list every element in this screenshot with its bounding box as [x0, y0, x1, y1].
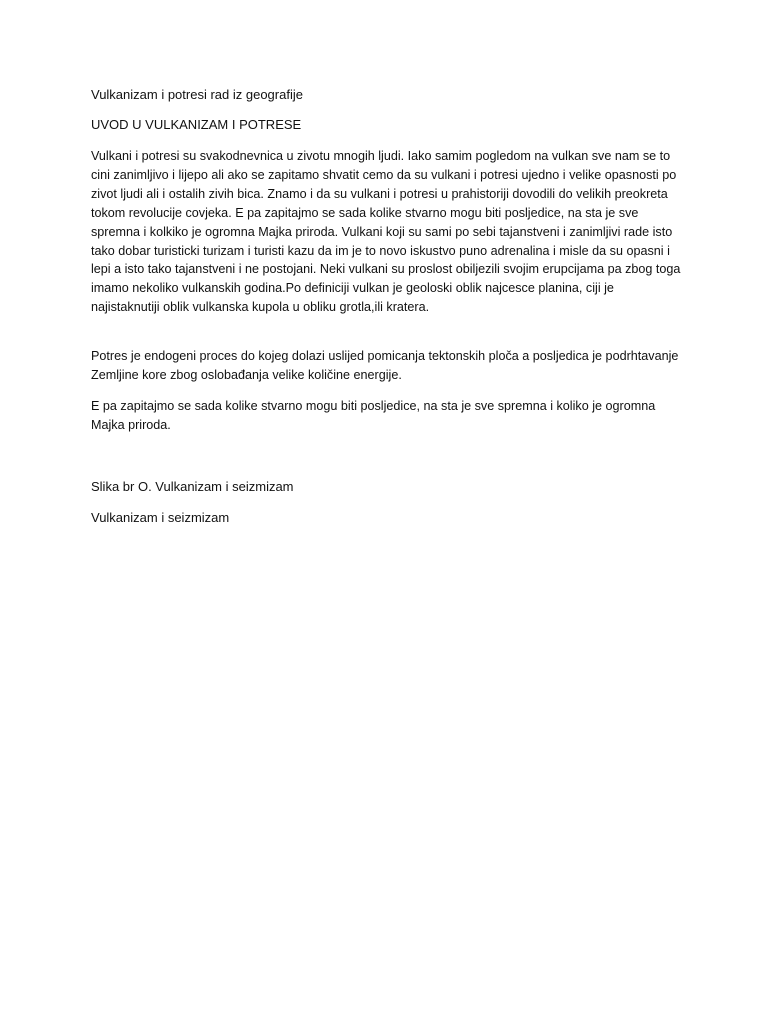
paragraph-earthquake-definition: Potres je endogeni proces do kojeg dolazi uslijed pomicanja tektonskih ploča a posljedica je podrhtavanje Zemljine kore zbog oslobađanja velike količine energije.	[91, 349, 679, 382]
section-heading: UVOD U VULKANIZAM I POTRESE	[91, 117, 302, 132]
document-title: Vulkanizam i potresi rad iz geografije	[91, 87, 303, 102]
figure-caption: Slika br O. Vulkanizam i seizmizam	[91, 479, 294, 494]
paragraph-closing: E pa zapitajmo se sada kolike stvarno mogu biti posljedice, na sta je sve spremna i koliko je ogromna Majka priroda.	[91, 399, 656, 432]
paragraph-intro: Vulkani i potresi su svakodnevnica u zivotu mnogih ljudi. Iako samim pogledom na vulkan sve nam se to cini zanimljivo i lijepo ali ako se zapitamo shvatit cemo da su vulkani i potresi ujedno i velike opasnosti po zivot ljudi ali i ostalih zivih bica. Znamo i da su vulkani i potresi u prahistoriji dovodili do velikih preokreta tokom revolucije covjeka. E pa zapitajmo se sada kolike stvarno mogu biti posljedice, na sta je sve spremna i kolkiko je ogromna Majka priroda. Vulkani koji su sami po sebi tajanstveni i zanimljivi rade isto tako dobar turisticki turizam i turisti kazu da im je to novo iskustvo puno adrenalina i misle da su opasni i lepi a isto tako tajanstveni i ne postojani. Neki vulkani su proslost obiljezili svojim erupcijama pa zbog toga imamo nekoliko vulkanskih godina.Po definiciji vulkan je geoloski oblik najcesce planina, ciji je najistaknutiji oblik vulkanska kupola u obliku grotla,ili kratera.	[91, 149, 681, 315]
figure-label: Vulkanizam i seizmizam	[91, 510, 230, 525]
